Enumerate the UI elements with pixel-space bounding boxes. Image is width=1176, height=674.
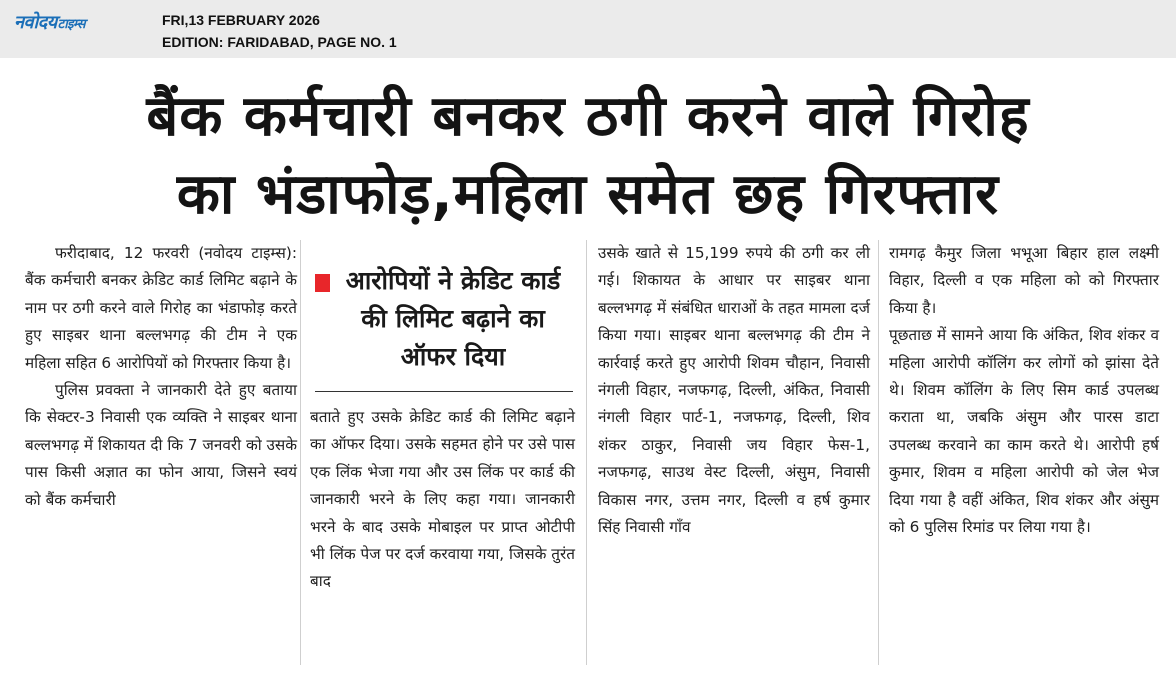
masthead-bar bbox=[0, 0, 1176, 58]
paragraph: उसके खाते से 15,199 रुपये की ठगी कर ली गई। शिकायत के आधार पर साइबर थाना बल्लभगढ़ में संबंधित धाराओं के तहत मामला दर्ज किया गया। साइबर थाना बल्लभगढ़ की टीम ने कार्रवाई करते हुए आरोपी शिवम चौहान, निवासी नंगली विहार, नजफगढ़, दिल्ली, अंकित, निवासी नंगली विहार पार्ट-1, नजफगढ़, दिल्ली, शिव शंकर ठाकुर, निवासी जय विहार फेस-1, नजफगढ़, साउथ वेस्ट दिल्ली, अंसुम, निवासी विकास नगर, उत्तम नगर, दिल्ली व हर्ष कुमार सिंह निवासी गाँव bbox=[598, 244, 870, 537]
column-divider bbox=[586, 240, 587, 665]
column-divider bbox=[878, 240, 879, 665]
paragraph: बताते हुए उसके क्रेडिट कार्ड की लिमिट बढ़ाने का ऑफर दिया। उसके सहमत होने पर उसे पास एक लिंक भेजा गया और उस लिंक पर कार्ड की जानकारी भरने के लिए कहा गया। जानकारी भरने के बाद उसके मोबाइल पर प्राप्त ओटीपी भी लिंक पेज पर दर्ज करवाया गया, जिसके तुरंत बाद bbox=[310, 408, 575, 591]
paragraph: पुलिस प्रवक्ता ने जानकारी देते हुए बताया कि सेक्टर-3 निवासी एक व्यक्ति ने साइबर थाना बल्लभगढ़ में शिकायत दी कि 7 जनवरी को उसके पास किसी अज्ञात का फोन आया, जिसने स्वयं को बैंक कर्मचारी bbox=[25, 381, 297, 509]
edition-info bbox=[162, 9, 397, 53]
paragraph: पूछताछ में सामने आया कि अंकित, शिव शंकर व महिला आरोपी कॉलिंग कर लोगों को झांसा देते थे। शिवम कॉलिंग के लिए सिम कार्ड उपलब्ध कराता था, जबकि अंसुम और पारस डाटा उपलब्ध करवाने का काम करते थे। आरोपी हर्ष कुमार, शिवम व महिला आरोपी को जेल भेज दिया गया है वहीं अंकित, शिव शंकर और अंसुम को 6 पुलिस रिमांड पर लिया गया है। bbox=[889, 326, 1159, 537]
article-column-2 bbox=[310, 404, 575, 596]
article-headline bbox=[0, 78, 1176, 234]
article-column-1 bbox=[25, 240, 297, 514]
article-column-4 bbox=[889, 240, 1159, 541]
paragraph: फरीदाबाद, 12 फरवरी (नवोदय टाइम्स): बैंक कर्मचारी बनकर क्रेडिट कार्ड लिमिट बढ़ाने के नाम पर ठगी करने वाले गिरोह का भंडाफोड़ करते हुए साइबर थाना बल्लभगढ़ की टीम ने एक महिला सहित 6 आरोपियों को गिरफ्तार किया है। bbox=[25, 244, 297, 372]
headline-line-2: का भंडाफोड़,महिला समेत छह गिरफ्तार bbox=[176, 162, 1000, 227]
article-column-3 bbox=[598, 240, 870, 541]
column-divider bbox=[300, 240, 301, 665]
edition-page: EDITION: FARIDABAD, PAGE NO. 1 bbox=[162, 34, 397, 50]
headline-line-1: बैंक कर्मचारी बनकर ठगी करने वाले गिरोह bbox=[146, 84, 1030, 149]
subheadline-box bbox=[315, 262, 573, 392]
logo-sub-text: टाइम्स bbox=[57, 17, 85, 32]
logo-main-text: नवोदय bbox=[14, 12, 57, 33]
paragraph: रामगढ़ कैमुर जिला भभूआ बिहार हाल लक्ष्मी विहार, दिल्ली व एक महिला को को गिरफ्तार किया है। bbox=[889, 244, 1159, 317]
red-square-bullet-icon bbox=[315, 274, 330, 292]
subheadline: आरोपियों ने क्रेडिट कार्ड की लिमिट बढ़ाने का ऑफर दिया bbox=[345, 266, 561, 371]
newspaper-logo[interactable] bbox=[14, 10, 85, 34]
issue-date: FRI,13 FEBRUARY 2026 bbox=[162, 12, 320, 28]
